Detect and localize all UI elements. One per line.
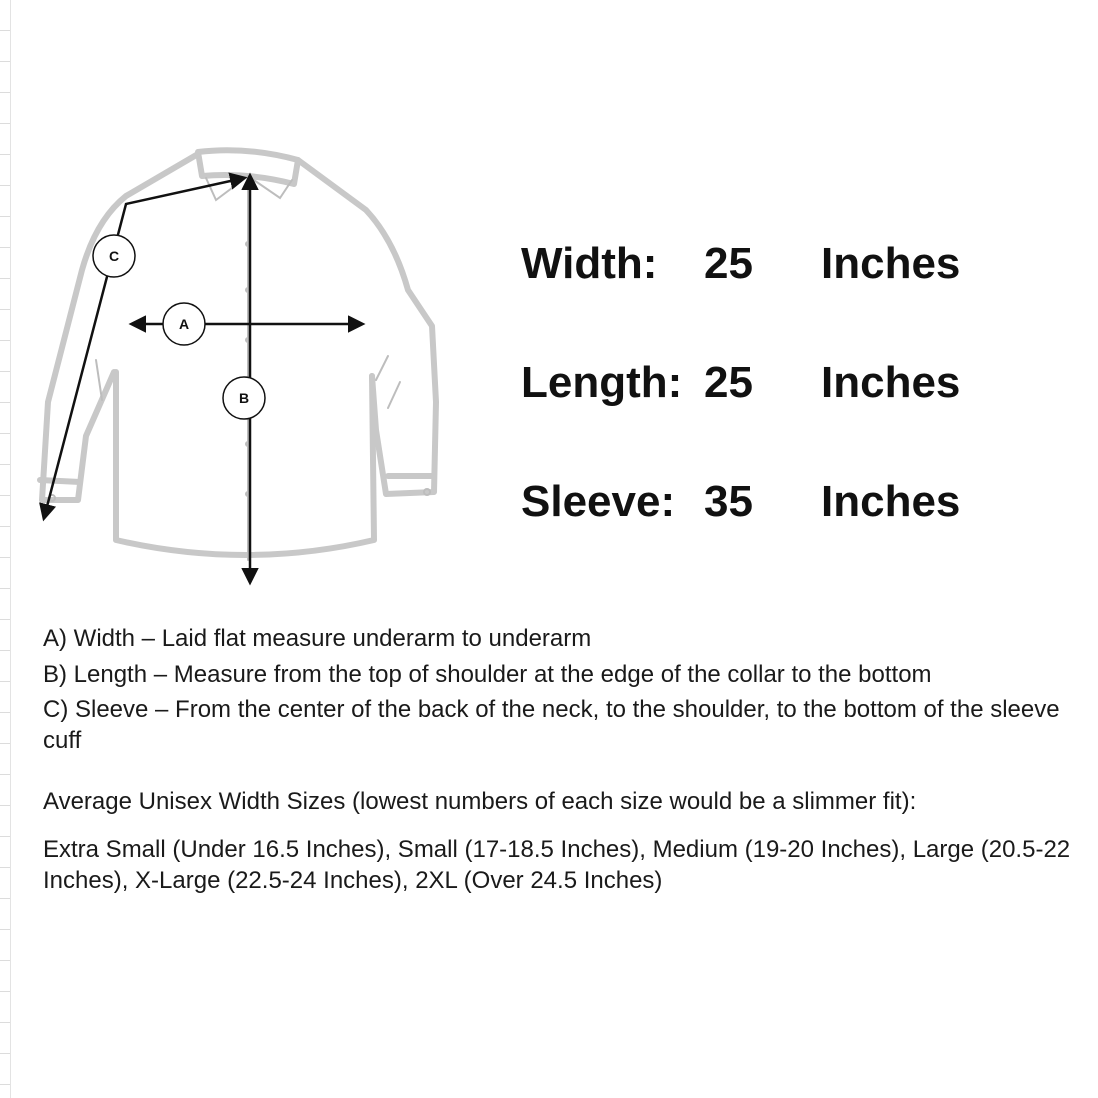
- instruction-sleeve: C) Sleeve – From the center of the back of the neck, to the shoulder, to the bottom of the sleeve cuff: [43, 696, 1060, 754]
- length-value: 25: [704, 358, 753, 407]
- shirt-measurement-diagram: [36, 140, 456, 600]
- instruction-width: A) Width – Laid flat measure underarm to underarm: [43, 625, 592, 652]
- width-label: Width:: [521, 239, 658, 288]
- marker-a-label: A: [178, 316, 190, 332]
- marker-a: [163, 303, 205, 345]
- marker-c: [93, 235, 135, 277]
- sleeve-arrow: [44, 178, 244, 518]
- width-unit: Inches: [821, 239, 961, 288]
- sleeve-unit: Inches: [821, 477, 961, 526]
- marker-b-label: B: [238, 390, 250, 406]
- page-left-margin: [0, 0, 11, 1098]
- sleeve-value: 35: [704, 477, 753, 526]
- sizes-list: Extra Small (Under 16.5 Inches), Small (17-18.5 Inches), Medium (19-20 Inches), Large (20.5-22 Inches), X-Large (22.5-24 Inches), 2XL (Over 24.5 Inches): [43, 836, 1071, 894]
- sleeve-label: Sleeve:: [521, 477, 676, 526]
- shirt-outline: [40, 150, 436, 555]
- marker-b: [223, 377, 265, 419]
- length-label: Length:: [521, 358, 683, 407]
- sizes-heading: Average Unisex Width Sizes (lowest numbers of each size would be a slimmer fit):: [43, 788, 917, 815]
- marker-c-label: C: [108, 248, 120, 264]
- instruction-length: B) Length – Measure from the top of shoulder at the edge of the collar to the bottom: [43, 661, 932, 688]
- length-unit: Inches: [821, 358, 961, 407]
- width-value: 25: [704, 239, 753, 288]
